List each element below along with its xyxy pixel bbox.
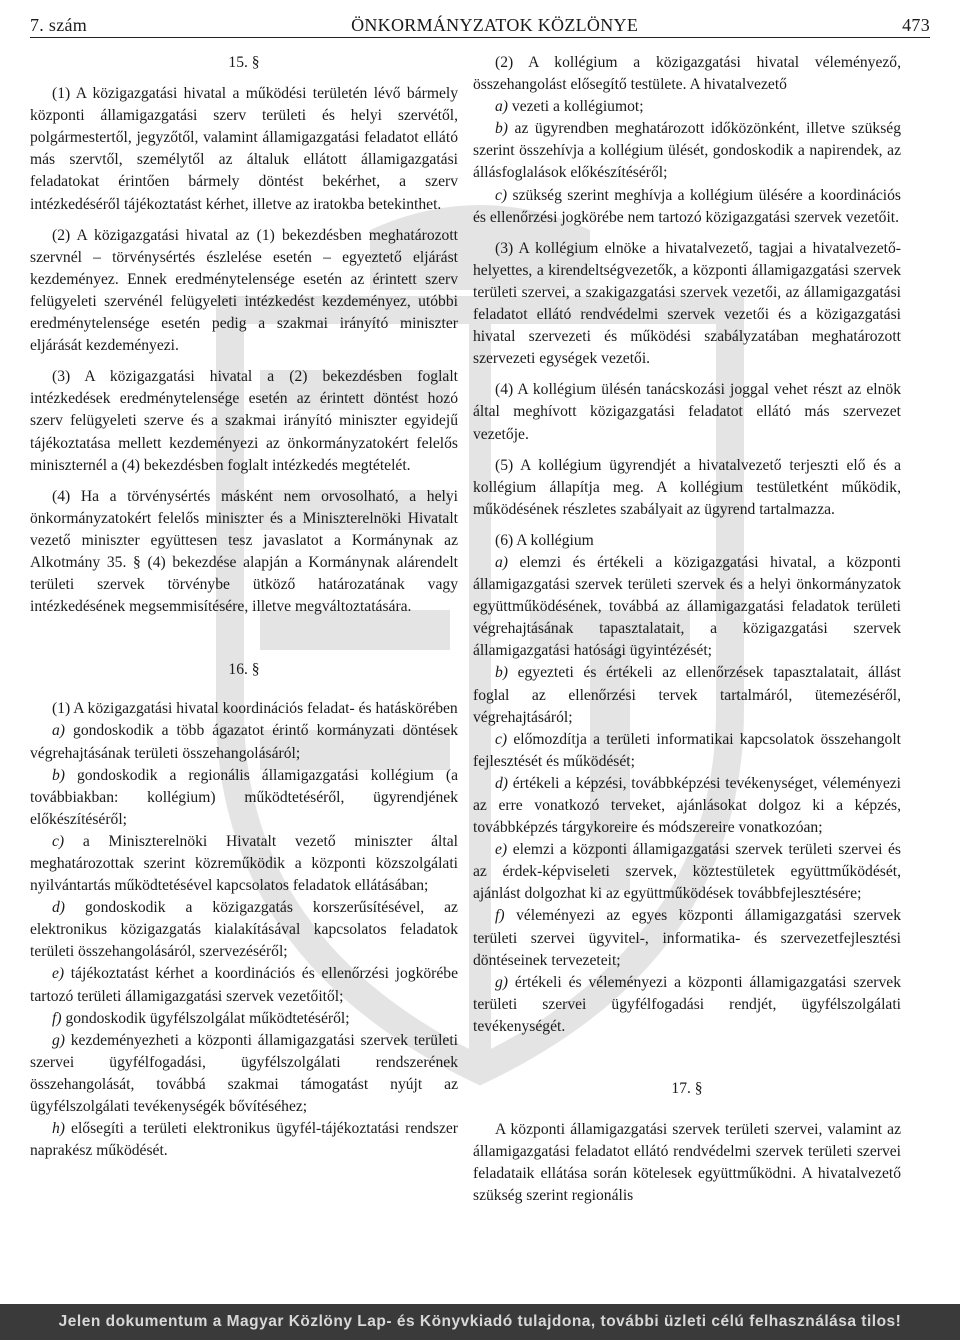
s16-intro: (1) A közigazgatási hivatal koordinációs feladat- és hatáskörében <box>52 700 458 718</box>
page-header <box>30 10 930 36</box>
s16-item-g: g) kezdeményezheti a központi államigazgatási szervek területi szervei ügyfélfogadási, ügyfélszolgálati rendszerének összehangolását, továbbá szakmai támogatást nyújt az ügyfélszolgálati tevékenységék bővítéséhez; <box>30 1031 458 1116</box>
s16-p6-item-b: b) egyezteti és értékeli az ellenőrzések tapasztalatait, állást foglal az ellenőrzési tervek tartalmáról, ütemezéséről, végrehajtásáról; <box>473 664 901 726</box>
s16-p6-item-c: c) előmozdítja a területi informatikai kapcsolatok összehangolt fejlesztését és működését; <box>473 730 901 770</box>
s16-p6-item-f: f) véleményezi az egyes központi államigazgatási szervek területi szervei ügyvitel-, informatika- és szervezetfejlesztési döntéseinek tervezeteit; <box>473 907 901 969</box>
s16-paragraph-2: (2) A kollégium a közigazgatási hivatal véleményező, összehangolást elősegítő testülete. A hivatalvezető <box>473 54 901 94</box>
left-column <box>30 52 458 1162</box>
s15-paragraph-2: (2) A közigazgatási hivatal az (1) bekezdésben meghatározott szervnél – törvénysértés észlelése esetén – egyeztető eljárást kezdeményez. Ennek eredménytelensége esetén az érintett szerv felügyeleti szervénél felügyeleti intézkedést kezdeményez, utóbbi eredménytelensége esetén pedig a szakmai irányító miniszter eljárását kezdeményezi. <box>30 226 458 355</box>
s15-paragraph-3: (3) A közigazgatási hivatal a (2) bekezdésben foglalt intézkedések eredménytelensége esetén az érintett döntést hozó szerv felügyeleti szerve és a szakmai irányító miniszter egyidejű tájékoztatása mellett kezdeményezi az önkormányzatokért felelős miniszternél a (4) bekezdésben foglalt intézkedés megtételét. <box>30 368 458 474</box>
page-number: 473 <box>902 15 930 35</box>
s16-item-f: f) gondoskodik ügyfélszolgálat működtetéséről; <box>52 1009 350 1027</box>
s16-p6-item-d: d) értékeli a képzési, továbbképzési tevékenységet, véleményezi az erre vonatkozó terveket, ajánlásokat dolgoz ki a képzés, továbbképzés tárgykoreire és módszereire vonatkozóan; <box>473 774 901 837</box>
s16-paragraph-4: (4) A kollégium ülésén tanácskozási joggal vehet részt az elnök által meghívott közigazgatási feladatot ellátó más szervezet vezetője. <box>473 381 901 443</box>
s16-item-d: d) gondoskodik a közigazgatás korszerűsítésével, az elektronikus közigazgatás kialakításával kapcsolatos feladatok területi összehangolásáról, szervezéséről; <box>30 899 458 961</box>
s16-item-h: h) elősegíti a területi elektronikus ügyfél-tájékoztatási rendszer naprakész működését. <box>30 1120 458 1160</box>
s16-paragraph-6: (6) A kollégium <box>495 531 594 549</box>
section-17-title: 17. § <box>671 1080 703 1098</box>
right-column <box>473 52 901 1217</box>
s16-p2-item-c: c) szükség szerint meghívja a kollégium ülésére a koordinációs és ellenőrzési jogkörébe nem tartozó közigazgatási szervek vezetőit. <box>473 186 901 226</box>
s16-p2-item-a: a) vezeti a kollégiumot; <box>495 98 644 116</box>
s16-paragraph-5: (5) A kollégium ügyrendjét a hivatalvezető terjeszti elő és a kollégium állapítja meg. A kollégium testületként működik, működésének részletes szabályait az ügyrend tartalmazza. <box>473 456 901 518</box>
s16-item-a: a) gondoskodik a több ágazatot érintő kormányzati döntések végrehajtásának területi összehangolásáról; <box>30 722 458 762</box>
s15-paragraph-4: (4) Ha a törvénysértés másként nem orvosolható, a helyi önkormányzatokért felelős miniszter és a Miniszterelnöki Hivatalt vezető miniszter együttesen tesz javaslatot a Kormánynak az Alkotmány 35. § (4) bekezdése alapján a Kormánynak alárendelt területi szervek törvénybe ütköző határozatának vagy intézkedésének megsemmisítésére, illetve megváltoztatására. <box>30 487 458 616</box>
section-16-title: 16. § <box>228 661 260 679</box>
issue-number: 7. szám <box>30 15 88 35</box>
copyright-footer <box>0 1304 960 1340</box>
s16-item-c: c) a Miniszterelnöki Hivatalt vezető miniszter által meghatározottak szerint közreműködik a központi közszolgálati nyilvántartás működtetésével kapcsolatos feladatok ellátásában; <box>30 832 458 895</box>
section-15-title: 15. § <box>228 54 260 71</box>
header-rule <box>30 37 930 38</box>
s16-p2-item-b: b) az ügyrendben meghatározott időközönként, illetve szükség szerint összehívja a kollégium ülését, gondoskodik a napirendek, az állásfoglalások előkészítéséről; <box>473 120 901 182</box>
publication-title: ÖNKORMÁNYZATOK KÖZLÖNYE <box>351 15 639 35</box>
s16-item-e: e) tájékoztatást kérhet a koordinációs és ellenőrzési jogkörébe tartozó területi államigazgatási szervek vezetőitől; <box>30 965 458 1005</box>
s17-paragraph-1: A központi államigazgatási szervek területi szervei, valamint az államigazgatási feladatot ellátó rendvédelmi szervek területi szervei feladataik ellátása során kötelesek együttműködni. A hivatalvezető szükség szerint regionális <box>473 1121 901 1205</box>
s15-paragraph-1: (1) A közigazgatási hivatal a működési területén lévő bármely központi államigazgatási szerv területi és helyi szervétől, polgármestertől, jegyzőtől, valamint államigazgatási feladatot ellátó más szervtől, személytől az általuk ellátott államigazgatási feladatokat érintően bármely döntést bekérhet, a szerv intézkedéséről tájékoztatást kérhet, illetve az iratokba betekinthet. <box>30 85 458 213</box>
copyright-notice: Jelen dokumentum a Magyar Közlöny Lap- és Könyvkiadó tulajdona, további üzleti célú felhasználása tilos! <box>58 1313 902 1330</box>
s16-p6-item-a: a) elemzi és értékeli a közigazgatási hivatal, a központi államigazgatási szervek területi szervek és a helyi önkormányzatok együttműködésének, továbbá az államigazgatási feladatok területi végrehajtásának tapasztalatait, a közigazgatási szervek államigazgatási hatósági ügyintézését; <box>473 553 901 660</box>
s16-p6-item-e: e) elemzi a központi államigazgatási szervek területi szervei és az érdek-képviseleti szervek, köztestületek együttműködését, ajánlást dolgozhat ki az együttműködések továbbfejlesztésére; <box>473 841 901 903</box>
s16-paragraph-3: (3) A kollégium elnöke a hivatalvezető, tagjai a hivatalvezető-helyettes, a kirendeltségvezetők, a központi államigazgatási szervek területi szervei, a szakigazgatási szervek vezetői, az államigazgatási feladatot ellátó rendvédelmi szervek vezetői és a közigazgatási hivatal szervezeti és működési szabályzatában meghatározott szervezeti egységek vezetői. <box>473 239 901 368</box>
s16-item-b: b) gondoskodik a regionális államigazgatási kollégium (a továbbiakban: kollégium) működtetéséről, ügyrendjének előkészítéséről; <box>30 766 458 828</box>
s16-p6-item-g: g) értékeli és véleményezi a központi államigazgatási szervek területi szervei ügyfélfogadási rendjét, ügyfélszolgálati tevékenységét. <box>473 973 902 1035</box>
